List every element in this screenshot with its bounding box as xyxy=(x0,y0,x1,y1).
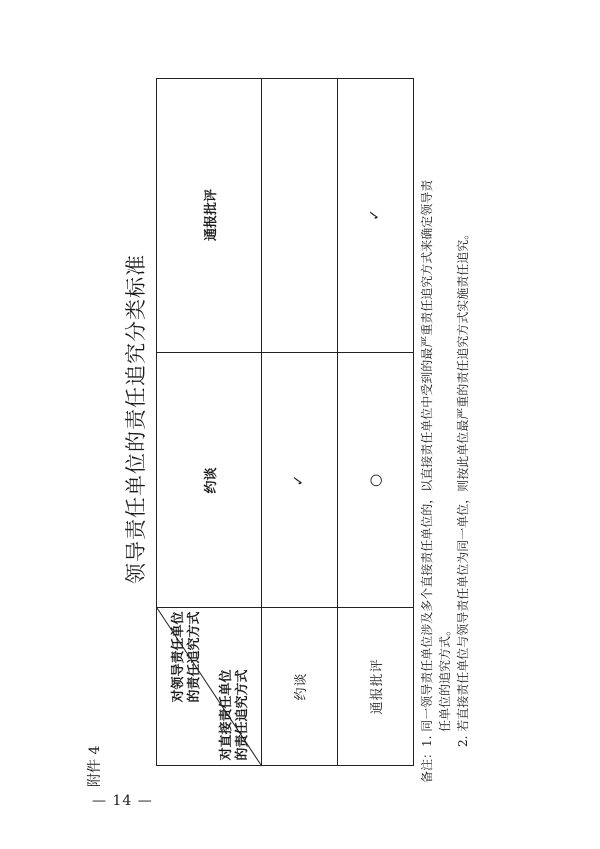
note-item-1-continued: 任单位的追究方式。 xyxy=(438,623,452,732)
column-header-yuetan: 约谈 xyxy=(203,467,219,494)
row-label-tongbao: 通报批评 xyxy=(369,658,385,715)
note-item-2: 2. 若直接责任单位与领导责任单位为同一单位，则按此单位最严重的责任追究方式实施责任追究。 xyxy=(456,227,470,747)
column-header-tongbao: 通报批评 xyxy=(203,189,219,242)
check-mark: ✓ xyxy=(291,474,307,487)
corner-header-top: 对领导责任单位的责任追究方式 xyxy=(171,611,202,703)
row-label-yuetan: 约谈 xyxy=(293,672,309,701)
page-number: — 14 — xyxy=(92,793,153,809)
check-mark: ✓ xyxy=(367,209,383,221)
corner-header-bottom: 对直接责任单位的责任追究方式 xyxy=(219,669,250,761)
note-item-1: 1. 同一领导责任单位涉及多个直接责任单位的，以直接责任单位中受到的最严重责任追究方式来确定领导责 xyxy=(420,179,434,747)
notes-prefix: 备注： xyxy=(420,746,434,783)
classification-table xyxy=(156,78,414,766)
attachment-label: 附件 4 xyxy=(87,745,103,787)
table-cell xyxy=(261,77,337,353)
notes-block xyxy=(418,63,472,783)
circle-mark: ○ xyxy=(366,473,384,488)
page-title: 领导责任单位的责任追究分类标准 xyxy=(124,254,148,584)
